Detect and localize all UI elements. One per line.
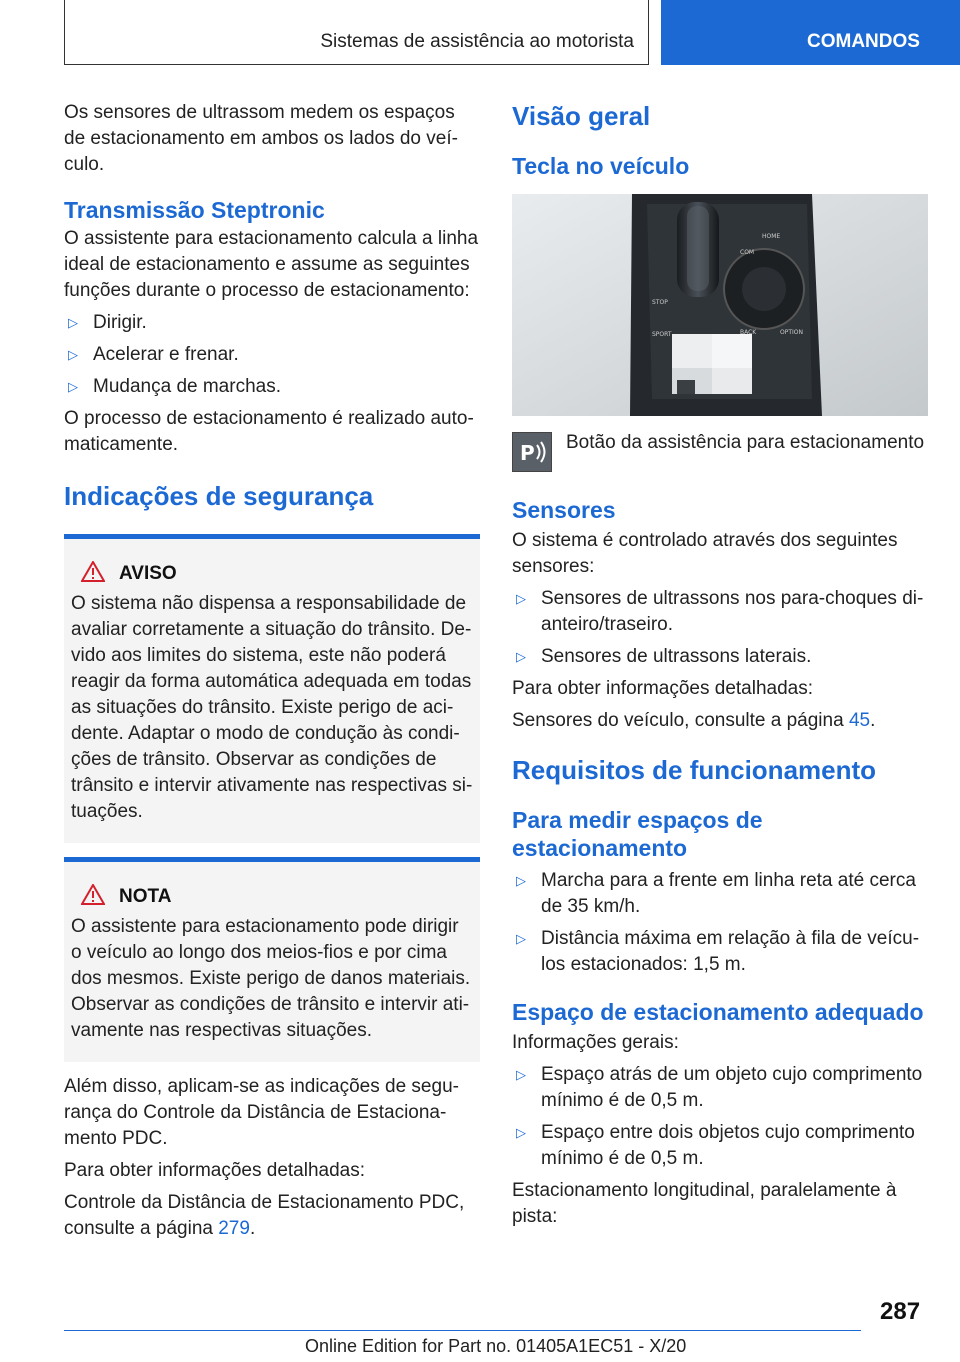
intro-paragraph: Os sensores de ultrassom medem os espaços de estacionamento em ambos os lados do veículo. [64,102,458,175]
page-number: 287 [880,1298,921,1325]
list-item: ▷ Dirigir. [64,310,480,336]
note-label: NOTA [119,886,172,907]
svg-text:COM: COM [740,249,755,256]
sensors-paragraph: O sistema é controlado através dos seguintes sensores: [512,530,898,577]
steptronic-after-paragraph: O processo de estacionamento é realizado automaticamente. [64,408,474,455]
warning-box [64,534,480,843]
space-general: Informações gerais: [512,1032,679,1053]
heading-measure: Para medir espaços de estacionamento [512,807,763,861]
bullet-triangle-icon: ▷ [516,1125,526,1140]
photo-caption [512,432,928,472]
list-item: ▷ Distância máxima em relação à fila de veículos estacionados: 1,5 m. [516,928,920,975]
heading-safety: Indicações de segurança [64,481,374,511]
bullet-triangle-icon: ▷ [516,931,526,946]
heading-key: Tecla no veículo [512,153,690,179]
note-text: O assistente para estacionamento pode dirigir o veículo ao longo dos meios-fios e por cima dos mesmos. Existe perigo de danos materiais. Observar as condições de trânsito e intervir ativamente nas respectivas situações. [71,916,471,1041]
heading-steptronic: Transmissão Steptronic [64,197,325,223]
section-title: Sistemas de assistência ao motorista [320,31,634,52]
left-column [64,100,480,1248]
svg-text:HOME: HOME [762,233,781,240]
steptronic-list [64,310,480,400]
bullet-triangle-icon: ▷ [68,347,78,362]
warning-triangle-icon [81,561,105,587]
list-item: ▷ Marcha para a frente em linha reta até cerca de 35 km/h. [516,870,916,917]
bullet-triangle-icon: ▷ [516,873,526,888]
list-item: ▷ Sensores de ultrassons laterais. [512,644,928,670]
pdc-reference: Controle da Distância de Estacionamento PDC, consulte a página 279. [64,1192,465,1239]
list-item: ▷ Espaço entre dois objetos cujo comprimento mínimo é de 0,5 m. [516,1122,915,1169]
heading-sensors: Sensores [512,497,616,523]
bullet-triangle-icon: ▷ [516,1067,526,1082]
heading-space: Espaço de estacionamento adequado [512,999,924,1025]
more-info-paragraph: Para obter informações detalhadas: [512,678,814,699]
svg-text:BACK: BACK [740,329,757,336]
bullet-triangle-icon: ▷ [516,649,526,664]
list-item: ▷ Sensores de ultrassons nos para-choques dianteiro/traseiro. [516,588,924,635]
sensors-reference: Sensores do veículo, consulte a página 45. [512,710,876,731]
steptronic-paragraph: O assistente para estacionamento calcula a linha ideal de estacionamento e assume as seguintes funções durante o processo de estacionamento: [64,228,479,301]
right-column [512,100,928,1236]
bullet-triangle-icon: ▷ [516,591,526,606]
parking-assist-button-icon [512,432,552,472]
svg-text:SPORT: SPORT [652,331,672,338]
warning-triangle-icon [81,884,105,910]
chapter-tab-label: COMANDOS [807,31,920,52]
list-item: ▷ Mudança de marchas. [64,374,480,400]
caption-text: Botão da assistência para estacionamento [566,432,925,453]
bullet-triangle-icon: ▷ [68,315,78,330]
measure-list [512,868,928,978]
warning-text: O sistema não dispensa a responsabilidade de avaliar corretamente a situação do trânsito. Devido aos limites do sistema, este não poderá reagir da forma automática adequada em todas as situações do trânsito. Existe perigo de acidente. Adaptar o modo de condução às condições de trânsito. Observar as condições de trânsito e intervir ativamente nas respectivas situações. [71,593,473,822]
warning-label: AVISO [119,563,177,584]
page-link-45[interactable]: 45 [848,710,871,731]
header-box [64,0,649,65]
page-link-279[interactable]: 279 [218,1218,250,1239]
svg-text:P: P [520,441,535,465]
space-list [512,1062,928,1172]
after-note-paragraph: Além disso, aplicam-se as indicações de segurança do Controle da Distância de Estacionamento PDC. [64,1076,459,1149]
more-info-paragraph: Para obter informações detalhadas: [64,1160,366,1181]
list-item: ▷ Acelerar e frenar. [64,342,480,368]
sensors-list [512,586,928,670]
heading-overview: Visão geral [512,101,651,131]
svg-text:OPTION: OPTION [780,329,803,336]
footer-divider [64,1330,861,1331]
note-box [64,857,480,1062]
chapter-tab[interactable] [661,0,960,65]
bullet-triangle-icon: ▷ [68,379,78,394]
list-item: ▷ Espaço atrás de um objeto cujo comprimento mínimo é de 0,5 m. [516,1064,923,1111]
console-photo [512,194,928,416]
footer-edition: Online Edition for Part no. 01405A1EC51 - X/20 [305,1336,687,1356]
heading-requirements: Requisitos de funcionamento [512,755,877,785]
space-after-paragraph: Estacionamento longitudinal, paralelamente à pista: [512,1180,897,1227]
svg-text:STOP: STOP [652,299,668,306]
